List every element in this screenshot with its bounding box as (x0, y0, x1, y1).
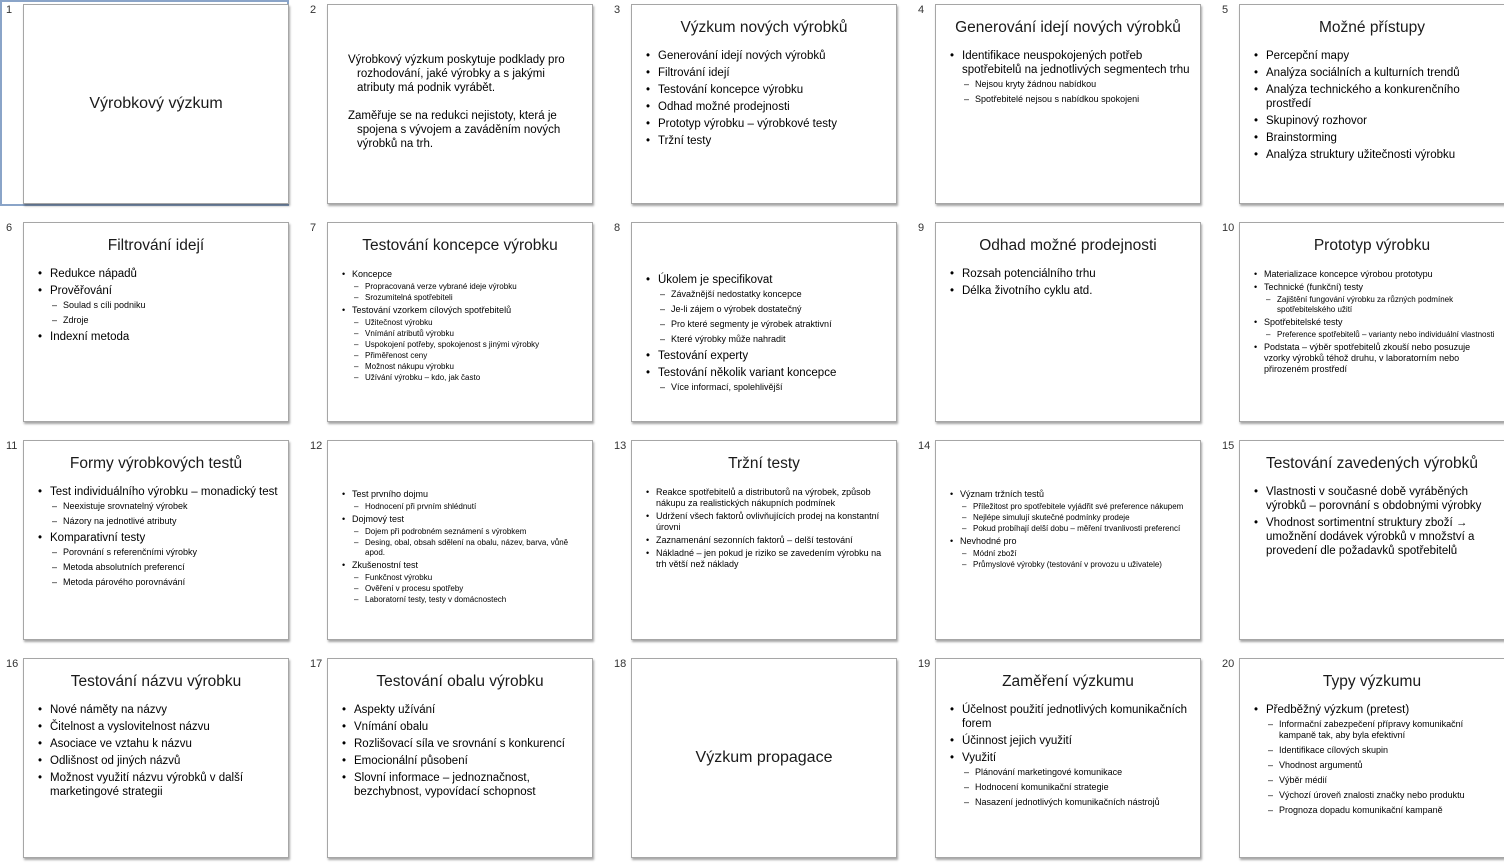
bullet-item (38, 284, 280, 326)
sub-bullet-item: – Zdroje (50, 315, 280, 326)
slide-body (646, 273, 888, 397)
slide-thumbnail-cell (1216, 436, 1504, 650)
slide-body (38, 703, 280, 802)
bullet-item (1254, 148, 1496, 162)
sub-bullet-list (352, 502, 584, 512)
slide-thumbnail-cell (1216, 654, 1504, 868)
slide-number: 2 (310, 4, 317, 16)
slide-thumbnail[interactable] (935, 440, 1201, 640)
slide-thumbnail-cell (0, 218, 300, 432)
bullet-text: Rozsah potenciálního trhu (962, 268, 1096, 280)
sub-bullet-list (352, 282, 584, 303)
bullet-item (646, 83, 888, 97)
sub-bullet-list (962, 79, 1192, 105)
bullet-list (38, 485, 280, 588)
slide-thumbnail-cell (304, 436, 604, 650)
bullet-text: Podstata – výběr spotřebitelů zkouší nebo posuzuje vzorky výrobků téhož druhu, v laboratorním nebo přirozeném prostředí (1264, 342, 1471, 374)
bullet-item (950, 267, 1192, 281)
bullet-text: Analýza struktury užitečnosti výrobku (1266, 149, 1456, 161)
slide-body (38, 485, 280, 592)
slide-body (646, 49, 888, 151)
slide-thumbnail[interactable] (631, 658, 897, 858)
slide-body (342, 269, 584, 385)
slide-number: 10 (1222, 222, 1235, 234)
slide-thumbnail[interactable] (327, 4, 593, 204)
slide-number: 4 (918, 4, 925, 16)
bullet-text: Testování vzorkem cílových spotřebitelů (352, 305, 512, 315)
sub-bullet-item: – Které výrobky může nahradit (658, 334, 888, 345)
bullet-text: Percepční mapy (1266, 50, 1350, 62)
bullet-item (1254, 114, 1496, 128)
slide-title: Možné přístupy (1319, 19, 1425, 36)
sub-bullet-item: – Módní zboží (960, 549, 1192, 559)
slide-paragraph: Výrobkový výzkum poskytuje podklady pro rozhodování, jaké výrobky a s jakými atributy má podnik vyrábět. (348, 54, 565, 94)
bullet-text: Nevhodné pro (960, 536, 1017, 546)
slide-title: Zaměření výzkumu (1002, 673, 1134, 690)
slide-title: Výzkum propagace (695, 749, 833, 766)
sub-bullet-item: – Pro které segmenty je výrobek atraktivní (658, 319, 888, 330)
sub-bullet-item: – Nasazení jednotlivých komunikačních nástrojů (962, 797, 1192, 808)
bullet-text: Skupinový rozhovor (1266, 115, 1367, 127)
slide-number: 17 (310, 658, 323, 670)
slide-thumbnail-cell (1216, 0, 1504, 214)
sub-bullet-item: – Dojem při podrobném seznámení s výrobkem (352, 527, 584, 537)
slide-body (646, 487, 888, 572)
bullet-list (950, 49, 1192, 105)
slide-thumbnail[interactable] (631, 440, 897, 640)
slide-thumbnail-cell (608, 654, 908, 868)
bullet-text: Účinnost jejich využití (962, 735, 1072, 747)
bullet-item (646, 49, 888, 63)
sub-bullet-item: – Nejlépe simulují skutečné podmínky prodeje (960, 513, 1192, 523)
bullet-text: Tržní testy (658, 135, 712, 147)
slide-number: 15 (1222, 440, 1235, 452)
slide-body (950, 267, 1192, 301)
bullet-item (646, 366, 888, 393)
slide-number: 12 (310, 440, 323, 452)
sub-bullet-item: – Výchozí úroveň znalosti značky nebo produktu (1266, 790, 1496, 801)
bullet-text: Test individuálního výrobku – monadický test (50, 486, 278, 498)
bullet-item (342, 489, 584, 512)
sub-bullet-item: – Zajištění fungování výrobku za různých podmínek spotřebitelského užití (1264, 295, 1496, 315)
sub-bullet-list (352, 318, 584, 383)
bullet-item (38, 531, 280, 588)
bullet-text: Analýza sociálních a kulturních trendů (1266, 67, 1460, 79)
slide-body (950, 49, 1192, 109)
bullet-text: Úkolem je specifikovat (658, 274, 773, 286)
bullet-text: Dojmový test (352, 514, 405, 524)
bullet-text: Předběžný výzkum (pretest) (1266, 704, 1410, 716)
bullet-item (1254, 83, 1496, 111)
slide-title: Formy výrobkových testů (69, 455, 243, 472)
sub-bullet-item: – Soulad s cíli podniku (50, 300, 280, 311)
slide-thumbnail[interactable] (23, 222, 289, 422)
sub-bullet-item: – Vnímání atributů výrobku (352, 329, 584, 339)
bullet-item (1254, 131, 1496, 145)
bullet-item (950, 49, 1192, 105)
bullet-item (342, 703, 584, 717)
bullet-text: Spotřebitelské testy (1264, 317, 1343, 327)
sub-bullet-item: – Srozumitelná spotřebiteli (352, 293, 584, 303)
sub-bullet-item: – Funkčnost výrobku (352, 573, 584, 583)
bullet-item (950, 489, 1192, 534)
slide-title: Odhad možné prodejnosti (979, 237, 1157, 254)
bullet-text: Nákladné – jen pokud je riziko se zavedením výrobku na trh větší než náklady (656, 548, 882, 569)
bullet-text: Odhad možné prodejnosti (658, 101, 790, 113)
bullet-item (342, 754, 584, 768)
bullet-item (342, 514, 584, 558)
slide-body (1254, 703, 1496, 820)
bullet-text: Nové náměty na názvy (50, 704, 167, 716)
bullet-text: Využití (962, 752, 997, 764)
slide-number: 8 (614, 222, 621, 234)
slide-body (1254, 485, 1496, 561)
sub-bullet-item: – Laboratorní testy, testy v domácnostech (352, 595, 584, 605)
bullet-item (342, 560, 584, 605)
bullet-text: Prototyp výrobku – výrobkové testy (658, 118, 837, 130)
slide-body (950, 703, 1192, 812)
slide-thumbnail-cell (304, 0, 604, 214)
sub-bullet-item: – Uspokojení potřeby, spokojenost s jinými výrobky (352, 340, 584, 350)
bullet-item (342, 737, 584, 751)
bullet-list (342, 269, 584, 383)
sub-bullet-item: – Možnost nákupu výrobku (352, 362, 584, 372)
bullet-text: Zkušenostní test (352, 560, 419, 570)
bullet-item (1254, 485, 1496, 513)
bullet-text: Délka životního cyklu atd. (962, 285, 1093, 297)
slide-number: 13 (614, 440, 627, 452)
bullet-text: Brainstorming (1266, 132, 1337, 144)
bullet-text: Koncepce (352, 269, 393, 279)
bullet-item (646, 117, 888, 131)
slide-paragraph: Zaměřuje se na redukci nejistoty, která je spojena s vývojem a zaváděním nových výrobků na trh. (348, 110, 561, 150)
sub-bullet-item: – Hodnocení komunikační strategie (962, 782, 1192, 793)
bullet-text: Slovní informace – jednoznačnost, bezchybnost, vypovídací schopnost (354, 772, 536, 798)
slide-title: Výzkum nových výrobků (680, 19, 848, 36)
bullet-text: Zaznamenání sezonních faktorů – delší testování (656, 535, 853, 545)
slide-number: 5 (1222, 4, 1229, 16)
slide-title: Výrobkový výzkum (89, 95, 223, 112)
bullet-item (38, 720, 280, 734)
slide-thumbnail[interactable] (935, 4, 1201, 204)
sub-bullet-item: – Identifikace cílových skupin (1266, 745, 1496, 756)
slide-title: Generování idejí nových výrobků (955, 19, 1181, 36)
slide-thumbnail-cell (912, 654, 1212, 868)
bullet-item (646, 349, 888, 363)
sub-bullet-list (50, 547, 280, 588)
sub-bullet-list (658, 382, 888, 393)
bullet-text: Analýza technického a konkurenčního prostředí (1266, 84, 1460, 110)
slide-number: 14 (918, 440, 931, 452)
bullet-list (1254, 269, 1496, 375)
bullet-text: Generování idejí nových výrobků (658, 50, 826, 62)
sub-bullet-item: – Propracovaná verze vybrané ideje výrobku (352, 282, 584, 292)
slide-body (1254, 49, 1496, 165)
sub-bullet-item: – Desing, obal, obsah sdělení na obalu, název, barva, vůně apod. (352, 538, 584, 558)
sub-bullet-item: – Porovnání s referenčními výrobky (50, 547, 280, 558)
slide-title: Prototyp výrobku (1313, 237, 1431, 254)
sub-bullet-item: – Informační zabezpečení přípravy komunikační kampaně tak, aby byla efektivní (1266, 719, 1496, 741)
sub-bullet-list (658, 289, 888, 345)
bullet-item (646, 134, 888, 148)
bullet-text: Asociace ve vztahu k názvu (50, 738, 192, 750)
slide-thumbnail-cell (912, 218, 1212, 432)
bullet-text: Redukce nápadů (50, 268, 137, 280)
slide-thumbnail[interactable] (631, 222, 897, 422)
bullet-list (38, 267, 280, 344)
bullet-item (342, 720, 584, 734)
bullet-list (950, 267, 1192, 298)
slide-body (38, 267, 280, 347)
sub-bullet-item: – Metoda párového porovnávání (50, 577, 280, 588)
bullet-list (1254, 703, 1496, 816)
slide-body (342, 703, 584, 802)
sub-bullet-item: – Více informací, spolehlivější (658, 382, 888, 393)
bullet-text: Vnímání obalu (354, 721, 429, 733)
slide-thumbnail-cell (608, 436, 908, 650)
slide-number: 19 (918, 658, 931, 670)
slide-number: 1 (6, 4, 13, 16)
slide-thumbnail[interactable] (631, 4, 897, 204)
slide-thumbnail-cell (912, 0, 1212, 214)
bullet-text: Testování koncepce výrobku (658, 84, 804, 96)
bullet-item (646, 487, 888, 509)
sub-bullet-item: – Preference spotřebitelů – varianty nebo individuální vlastnosti (1264, 330, 1496, 340)
slide-number: 11 (6, 440, 18, 452)
slide-body (342, 489, 584, 607)
slide-thumbnail-cell (0, 0, 300, 214)
bullet-item (38, 267, 280, 281)
bullet-item (38, 771, 280, 799)
sub-bullet-list (50, 501, 280, 527)
bullet-item (1254, 282, 1496, 315)
bullet-item (38, 330, 280, 344)
sub-bullet-item: – Pokud probíhají delší dobu – měření trvanlivosti preferencí (960, 524, 1192, 534)
bullet-list (950, 703, 1192, 808)
sub-bullet-list (1264, 330, 1496, 340)
bullet-item (342, 771, 584, 799)
bullet-list (646, 49, 888, 148)
bullet-item (1254, 516, 1496, 558)
sub-bullet-list (352, 527, 584, 558)
slide-thumbnail[interactable] (327, 658, 593, 858)
bullet-list (1254, 49, 1496, 162)
bullet-text: Emocionální působení (354, 755, 468, 767)
slide-title: Testování obalu výrobku (376, 673, 544, 690)
sub-bullet-item: – Je-li zájem o výrobek dostatečný (658, 304, 888, 315)
sub-bullet-item: – Ověření v procesu spotřeby (352, 584, 584, 594)
bullet-item (646, 511, 888, 533)
sub-bullet-item: – Hodnocení při prvním shlédnutí (352, 502, 584, 512)
bullet-item (950, 703, 1192, 731)
slide-thumbnail[interactable] (327, 222, 593, 422)
slide-number: 16 (6, 658, 19, 670)
sub-bullet-item: – Přiměřenost ceny (352, 351, 584, 361)
slide-thumbnail-cell (608, 0, 908, 214)
sub-bullet-list (1264, 295, 1496, 315)
bullet-text: Prověřování (50, 285, 113, 297)
bullet-text: Aspekty užívání (354, 704, 436, 716)
sub-bullet-list (352, 573, 584, 605)
sub-bullet-item: – Užívání výrobku – kdo, jak často (352, 373, 584, 383)
slide-thumbnail-cell (912, 436, 1212, 650)
slide-title: Typy výzkumu (1322, 673, 1422, 690)
slide-thumbnail[interactable] (1239, 4, 1504, 204)
bullet-list (342, 489, 584, 605)
slide-title: Testování koncepce výrobku (362, 237, 558, 254)
sub-bullet-item: – Metoda absolutních preferencí (50, 562, 280, 573)
bullet-text: Účelnost použití jednotlivých komunikačních forem (962, 704, 1188, 730)
bullet-item (342, 269, 584, 303)
bullet-item (646, 548, 888, 570)
slide-number: 18 (614, 658, 627, 670)
slide-number: 20 (1222, 658, 1235, 670)
slide-thumbnail-cell (608, 218, 908, 432)
bullet-item (342, 305, 584, 383)
slide-thumbnail[interactable] (23, 440, 289, 640)
bullet-item (950, 536, 1192, 570)
slide-number: 6 (6, 222, 13, 234)
slide-thumbnail[interactable] (935, 658, 1201, 858)
bullet-item (950, 284, 1192, 298)
bullet-text: Technické (funkční) testy (1264, 282, 1364, 292)
slide-thumbnail[interactable] (327, 440, 593, 640)
slide-thumbnail[interactable] (23, 4, 289, 204)
bullet-text: Odlišnost od jiných názvů (50, 755, 181, 767)
sub-bullet-item: – Užitečnost výrobku (352, 318, 584, 328)
bullet-item (646, 66, 888, 80)
slide-number: 9 (918, 222, 925, 234)
bullet-text: Materializace koncepce výrobou prototypu (1264, 269, 1433, 279)
sub-bullet-item: – Názory na jednotlivé atributy (50, 516, 280, 527)
slide-title: Filtrování idejí (107, 237, 205, 254)
bullet-item (38, 703, 280, 717)
bullet-list (646, 273, 888, 393)
sub-bullet-item: – Prognoza dopadu komunikační kampaně (1266, 805, 1496, 816)
bullet-list (646, 487, 888, 570)
bullet-list (950, 489, 1192, 570)
bullet-item (38, 737, 280, 751)
bullet-list (1254, 485, 1496, 558)
slide-thumbnail-cell (304, 654, 604, 868)
bullet-text: Test prvního dojmu (352, 489, 429, 499)
sub-bullet-item: – Příležitost pro spotřebitele vyjádřit své preference nákupem (960, 502, 1192, 512)
sub-bullet-item: – Výběr médií (1266, 775, 1496, 786)
bullet-item (646, 273, 888, 345)
bullet-text: Udržení všech faktorů ovlivňujících prodej na konstantní úrovni (656, 511, 880, 532)
bullet-text: Čitelnost a vyslovitelnost názvu (50, 721, 210, 733)
sub-bullet-list (50, 300, 280, 326)
slide-thumbnail-cell (0, 436, 300, 650)
slide-thumbnail[interactable] (935, 222, 1201, 422)
bullet-text: Rozlišovací síla ve srovnání s konkurencí (354, 738, 565, 750)
slide-thumbnail-cell (0, 654, 300, 868)
bullet-list (342, 703, 584, 799)
slide-title: Tržní testy (728, 455, 800, 472)
bullet-item (1254, 703, 1496, 816)
bullet-text: Možnost využití názvu výrobků v další marketingové strategii (50, 772, 244, 798)
slide-body (1254, 269, 1496, 377)
sub-bullet-list (962, 767, 1192, 808)
sub-bullet-item: – Nejsou kryty žádnou nabídkou (962, 79, 1192, 90)
bullet-item (38, 485, 280, 527)
bullet-item (646, 100, 888, 114)
bullet-item (1254, 342, 1496, 375)
bullet-text: Komparativní testy (50, 532, 146, 544)
slide-thumbnail[interactable] (1239, 658, 1504, 858)
slide-thumbnail[interactable] (1239, 440, 1504, 640)
bullet-text: Indexní metoda (50, 331, 130, 343)
sub-bullet-list (1266, 719, 1496, 816)
sub-bullet-item: – Plánování marketingové komunikace (962, 767, 1192, 778)
slide-title: Testování názvu výrobku (70, 673, 242, 690)
sub-bullet-item: – Průmyslové výrobky (testování v provozu u uživatele) (960, 560, 1192, 570)
slide-number: 7 (310, 222, 317, 234)
bullet-text: Testování experty (658, 350, 749, 362)
bullet-item (1254, 49, 1496, 63)
bullet-text: Vhodnost sortimentní struktury zboží → umožnění dodávek výrobků v množství a provedení dle požadavků spotřebitelů (1266, 517, 1475, 557)
sub-bullet-item: – Závažnější nedostatky koncepce (658, 289, 888, 300)
bullet-item (1254, 66, 1496, 80)
sub-bullet-item: – Spotřebitelé nejsou s nabídkou spokojeni (962, 94, 1192, 105)
bullet-item (1254, 317, 1496, 340)
bullet-text: Testování několik variant koncepce (658, 367, 837, 379)
bullet-item (38, 754, 280, 768)
slide-thumbnail-cell (304, 218, 604, 432)
sub-bullet-item: – Neexistuje srovnatelný výrobek (50, 501, 280, 512)
slide-body (950, 489, 1192, 572)
slide-thumbnail-cell (1216, 218, 1504, 432)
slide-body (332, 53, 584, 165)
bullet-item (646, 535, 888, 546)
bullet-item (1254, 269, 1496, 280)
slide-thumbnail[interactable] (1239, 222, 1504, 422)
sub-bullet-item: – Vhodnost argumentů (1266, 760, 1496, 771)
bullet-item (950, 751, 1192, 808)
bullet-text: Identifikace neuspokojených potřeb spotřebitelů na jednotlivých segmentech trhu (962, 50, 1190, 76)
sub-bullet-list (960, 502, 1192, 534)
bullet-text: Reakce spotřebitelů a distributorů na výrobek, způsob nákupu za realistických nákupních podmínek (656, 487, 871, 508)
slide-number: 3 (614, 4, 621, 16)
bullet-text: Vlastnosti v současné době vyráběných výrobků – porovnání s obdobnými výrobky (1266, 486, 1482, 512)
bullet-text: Význam tržních testů (960, 489, 1045, 499)
slide-title: Testování zavedených výrobků (1266, 455, 1478, 472)
slide-thumbnail[interactable] (23, 658, 289, 858)
bullet-list (38, 703, 280, 799)
bullet-text: Filtrování idejí (658, 67, 730, 79)
sub-bullet-list (960, 549, 1192, 570)
bullet-item (950, 734, 1192, 748)
